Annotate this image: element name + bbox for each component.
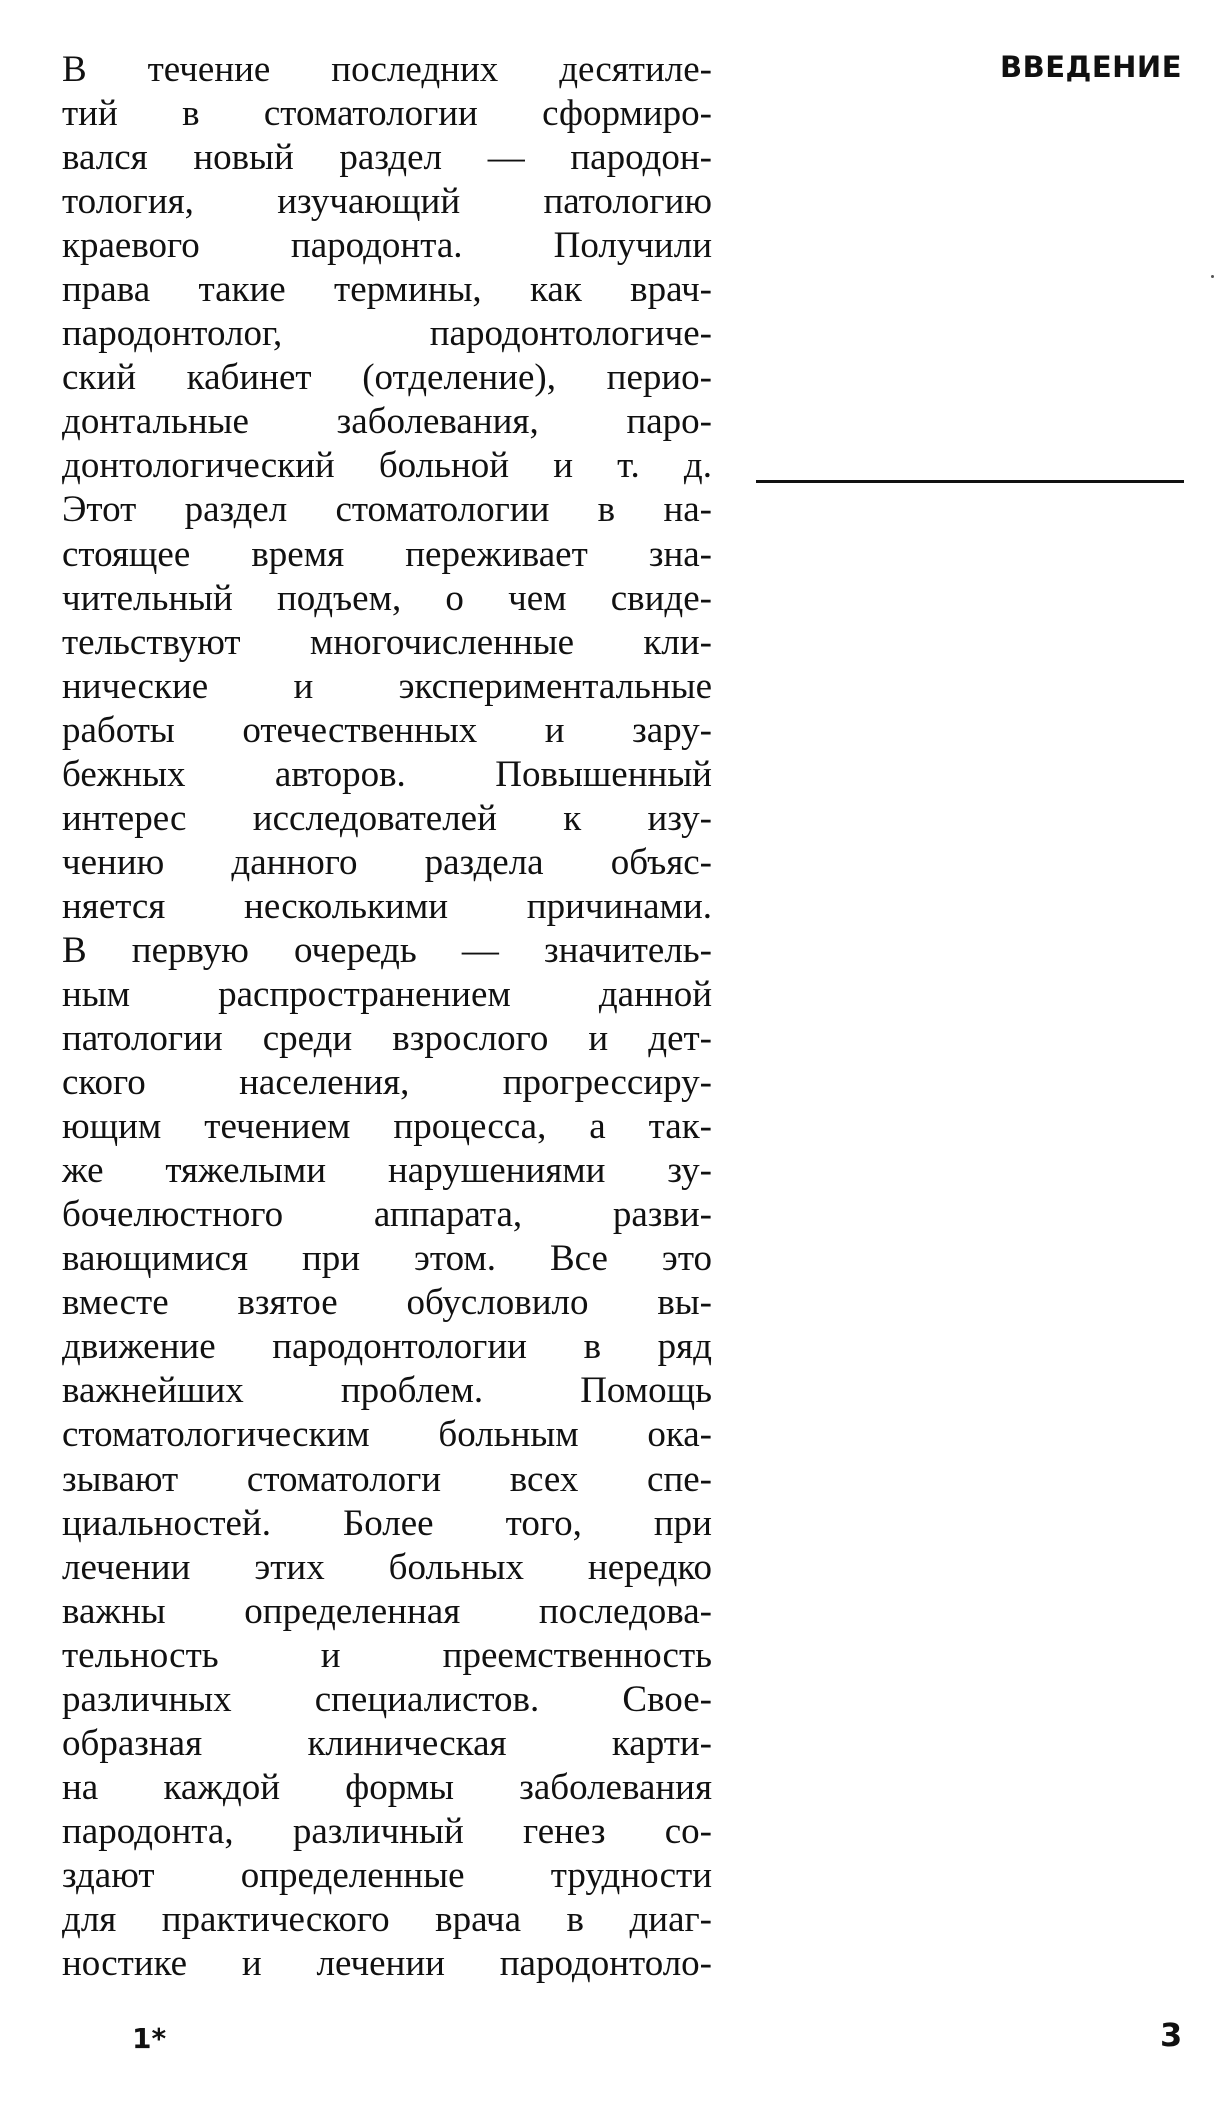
body-line: тология, изучающий патологию xyxy=(62,181,712,223)
body-line: зывают стоматологи всех спе- xyxy=(62,1458,712,1500)
body-line: донтальные заболевания, паро- xyxy=(62,401,712,443)
body-line: Этот раздел стоматологии в на- xyxy=(62,489,712,531)
body-line: движение пародонтологии в ряд xyxy=(62,1326,712,1368)
body-line: патологии среди взрослого и дет- xyxy=(62,1018,712,1060)
body-line: донтологический больной и т. д. xyxy=(62,445,712,487)
body-line: работы отечественных и зару- xyxy=(62,709,712,751)
body-line: В течение последних десятиле- xyxy=(62,49,712,90)
title-rule xyxy=(756,480,1184,483)
body-line: чительный подъем, о чем свиде- xyxy=(62,577,712,619)
body-line: права такие термины, как врач- xyxy=(62,269,712,311)
body-line: пародонтолог, пародонтологиче- xyxy=(62,313,712,355)
body-line: стоящее время переживает зна- xyxy=(62,533,712,575)
body-line: няется несколькими причинами. xyxy=(62,885,712,927)
body-line: важнейших проблем. Помощь xyxy=(62,1370,712,1412)
body-line: бежных авторов. Повышенный xyxy=(62,753,712,795)
body-line: В первую очередь — значитель- xyxy=(62,929,712,971)
body-line: интерес исследователей к изу- xyxy=(62,797,712,839)
body-line: циальностей. Более того, при xyxy=(62,1502,712,1544)
body-text xyxy=(62,48,712,1986)
body-line: пародонта, различный генез со- xyxy=(62,1810,712,1852)
body-line: на каждой формы заболевания xyxy=(62,1766,712,1808)
body-line: вместе взятое обусловило вы- xyxy=(62,1282,712,1324)
body-line: ющим течением процесса, а так- xyxy=(62,1106,712,1148)
body-line: краевого пародонта. Получили xyxy=(62,225,712,267)
body-line: вался новый раздел — пародон- xyxy=(62,137,712,179)
body-line: различных специалистов. Свое- xyxy=(62,1678,712,1720)
body-line: стоматологическим больным ока- xyxy=(62,1414,712,1456)
body-line: здают определенные трудности xyxy=(62,1854,712,1896)
body-line: ский кабинет (отделение), перио- xyxy=(62,357,712,399)
body-line: тий в стоматологии сформиро- xyxy=(62,93,712,135)
print-speck xyxy=(1211,275,1214,278)
body-line: нические и экспериментальные xyxy=(62,665,712,707)
body-line: ского населения, прогрессиру- xyxy=(62,1062,712,1104)
body-line: ным распространением данной xyxy=(62,973,712,1015)
body-line: бочелюстного аппарата, разви- xyxy=(62,1194,712,1236)
body-line: же тяжелыми нарушениями зу- xyxy=(62,1150,712,1192)
body-line: образная клиническая карти- xyxy=(62,1722,712,1764)
body-line: для практического врача в диаг- xyxy=(62,1898,712,1940)
body-line: тельность и преемственность xyxy=(62,1634,712,1676)
body-line: лечении этих больных нередко xyxy=(62,1546,712,1588)
page-number: 3 xyxy=(1160,2016,1183,2054)
signature-mark: 1* xyxy=(132,2022,167,2055)
body-line: чению данного раздела объяс- xyxy=(62,841,712,883)
body-line: важны определенная последова- xyxy=(62,1590,712,1632)
chapter-title: ВВЕДЕНИЕ xyxy=(1000,50,1183,84)
body-line: ностике и лечении пародонтоло- xyxy=(62,1943,712,1985)
body-line: вающимися при этом. Все это xyxy=(62,1238,712,1280)
body-line: тельствуют многочисленные кли- xyxy=(62,621,712,663)
